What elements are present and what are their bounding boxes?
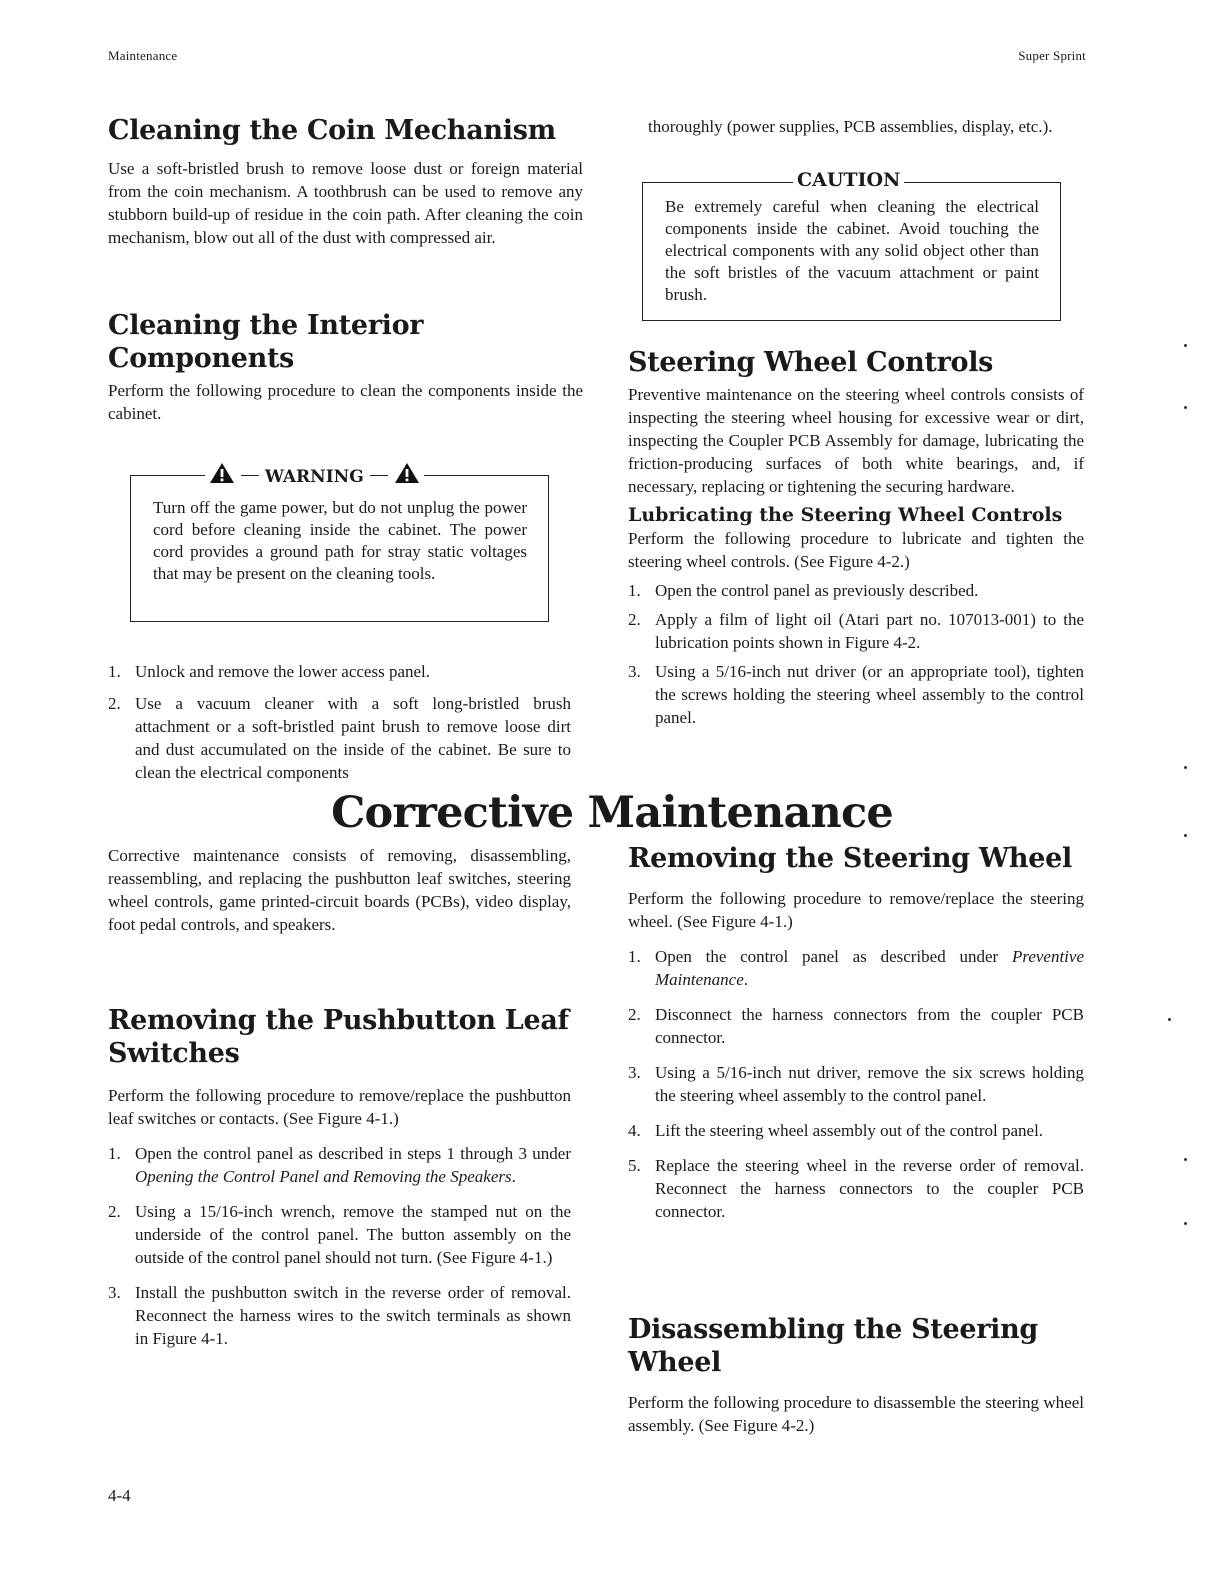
heading-lubricating: Lubricating the Steering Wheel Controls xyxy=(628,504,1063,526)
heading-pushbutton xyxy=(108,1004,571,1070)
list-item: 1. Unlock and remove the lower access panel. xyxy=(108,662,431,681)
heading-disassembling-line1: Disassembling the Steering xyxy=(628,1314,1039,1345)
page-number: 4-4 xyxy=(108,1486,131,1505)
lubricating-steps-list xyxy=(628,579,1084,729)
scan-speck xyxy=(1184,1222,1187,1225)
warning-text: Turn off the game power, but do not unplug the power cord before cleaning inside the cabinet. The power cord provides a ground path for stray static voltages that may be present on the cleaning tools. xyxy=(153,498,527,583)
heading-disassembling-line2: Wheel xyxy=(628,1347,722,1378)
disassembling-intro-text: Perform the following procedure to disassemble the steering wheel assembly. (See Figure 4-2.) xyxy=(628,1393,1084,1435)
heading-interior-line2: Components xyxy=(108,343,295,374)
section-coin-mechanism xyxy=(108,114,583,249)
corrective-intro-text: Corrective maintenance consists of removing, disassembling, reassembling, and replacing the pushbutton leaf switches, steering wheel controls, game printed-circuit boards (PCBs), video display, foot pedal controls, and speakers. xyxy=(108,846,571,934)
section-disassembling xyxy=(628,1313,1084,1437)
coin-mechanism-text: Use a soft-bristled brush to remove loose dust or foreign material from the coin mechanism. A toothbrush can be used to remove any stubborn build-up of residue in the coin path. After cleaning the coin mechanism, blow out all of the dust with compressed air. xyxy=(108,159,583,247)
heading-pushbutton-line1: Removing the Pushbutton Leaf xyxy=(108,1005,569,1036)
continuation-text: thoroughly (power supplies, PCB assemblies, display, etc.). xyxy=(648,117,1053,136)
caution-text: Be extremely careful when cleaning the electrical components inside the cabinet. Avoid touching the electrical components with any solid object other than the soft bristles of the vacuum attachment or paint brush. xyxy=(665,197,1039,304)
list-item: 2. Apply a film of light oil (Atari part no. 107013-001) to the lubrication points shown in Figure 4-2. xyxy=(628,610,1084,652)
section-interior xyxy=(108,309,583,425)
list-item: 1. Open the control panel as previously described. xyxy=(628,581,979,600)
interior-intro-text: Perform the following procedure to clean the components inside the cabinet. xyxy=(108,381,583,423)
list-item: 5. Replace the steering wheel in the reverse order of removal. Reconnect the harness connectors to the coupler PCB connector. xyxy=(628,1156,1084,1221)
heading-steering-controls: Steering Wheel Controls xyxy=(628,347,994,378)
heading-pushbutton-line2: Switches xyxy=(108,1038,240,1069)
list-item: 2. Disconnect the harness connectors from the coupler PCB connector. xyxy=(628,1005,1084,1047)
warning-triangle-icon xyxy=(394,462,420,484)
scan-speck xyxy=(1184,344,1187,347)
list-item: 3. Install the pushbutton switch in the reverse order of removal. Reconnect the harness wires to the switch terminals as shown in Figure 4-1. xyxy=(108,1283,571,1348)
list-item: 2. Use a vacuum cleaner with a soft long-bristled brush attachment or a soft-bristled paint brush to remove loose dirt and dust accumulated on the inside of the cabinet. Be sure to clean the electrical components xyxy=(108,694,571,782)
interior-steps-list xyxy=(108,660,571,784)
cross-reference: Opening the Control Panel and Removing the Speakers xyxy=(135,1167,512,1186)
lubricating-text: Perform the following procedure to lubricate and tighten the steering wheel controls. (See Figure 4-2.) xyxy=(628,529,1084,571)
cross-reference: Preventive Maintenance xyxy=(655,947,1084,989)
warning-box xyxy=(130,467,549,622)
list-item: 1. Open the control panel as described under Preventive Maintenance. xyxy=(628,947,1084,989)
heading-removing-wheel: Removing the Steering Wheel xyxy=(628,843,1072,874)
running-header-left: Maintenance xyxy=(108,48,178,63)
running-header-right: Super Sprint xyxy=(1018,48,1086,63)
removing-wheel-intro-text: Perform the following procedure to remove/replace the steering wheel. (See Figure 4-1.) xyxy=(628,889,1084,931)
list-item: 2. Using a 15/16-inch wrench, remove the stamped nut on the underside of the control panel. The button assembly on the outside of the control panel should not turn. (See Figure 4-1.) xyxy=(108,1202,571,1267)
pushbutton-intro-text: Perform the following procedure to remove/replace the pushbutton leaf switches or contacts. (See Figure 4-1.) xyxy=(108,1086,571,1128)
heading-disassembling xyxy=(628,1313,1084,1379)
section-pushbutton xyxy=(108,1004,571,1350)
warning-triangle-icon xyxy=(209,462,235,484)
list-item: 3. Using a 5/16-inch nut driver, remove the six screws holding the steering wheel assembly to the control panel. xyxy=(628,1063,1084,1105)
heading-interior xyxy=(108,309,583,375)
scan-speck xyxy=(1184,834,1187,837)
scan-speck xyxy=(1168,1018,1171,1021)
steering-controls-text: Preventive maintenance on the steering wheel controls consists of inspecting the steering wheel housing for excessive wear or dirt, inspecting the Coupler PCB Assembly for damage, lubricating the friction-producing surfaces of both white bearings, and, if necessary, replacing or tightening the securing hardware. xyxy=(628,385,1084,496)
corrective-maintenance-title: Corrective Maintenance xyxy=(331,788,893,838)
caution-box xyxy=(642,169,1061,321)
heading-interior-line1: Cleaning the Interior xyxy=(108,310,424,341)
pushbutton-steps-list xyxy=(108,1142,571,1350)
list-item: 3. Using a 5/16-inch nut driver (or an appropriate tool), tighten the screws holding the steering wheel assembly to the control panel. xyxy=(628,662,1084,727)
scan-speck xyxy=(1184,406,1187,409)
heading-coin-mechanism: Cleaning the Coin Mechanism xyxy=(108,115,556,146)
warning-title-text: WARNING xyxy=(264,467,364,487)
list-item: 4. Lift the steering wheel assembly out of the control panel. xyxy=(628,1121,1044,1140)
list-item: 1. Open the control panel as described in steps 1 through 3 under Opening the Control Panel and Removing the Speakers. xyxy=(108,1144,571,1186)
section-steering-controls xyxy=(628,346,1084,729)
warning-title xyxy=(205,462,424,487)
section-removing-wheel xyxy=(628,842,1084,1223)
scan-speck xyxy=(1184,1158,1187,1161)
removing-wheel-steps-list xyxy=(628,945,1084,1223)
caution-title: CAUTION xyxy=(793,169,904,191)
scan-speck xyxy=(1184,766,1187,769)
